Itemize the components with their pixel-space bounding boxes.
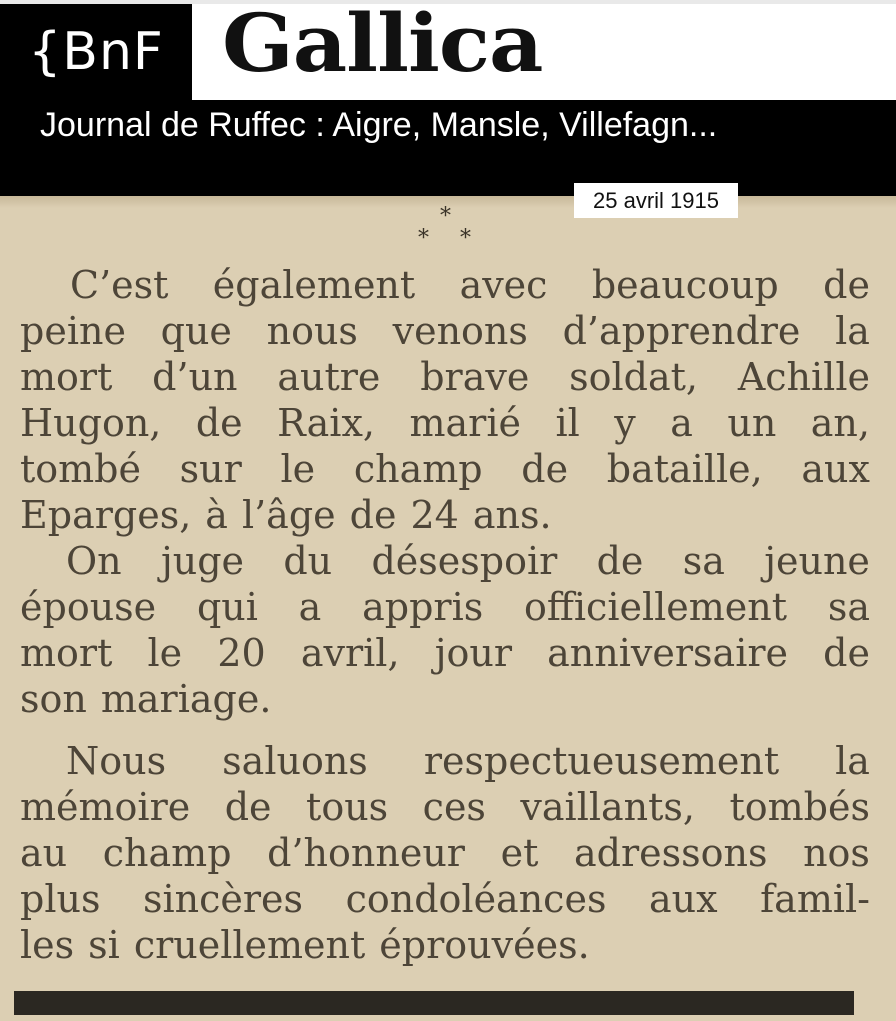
article-word: jeune	[764, 539, 870, 583]
article-word: de	[596, 539, 644, 583]
article-line	[20, 584, 870, 630]
article-word: de	[521, 447, 569, 491]
asterism-star: *	[440, 204, 451, 229]
article-word: à	[205, 493, 228, 537]
article-word: le	[147, 631, 183, 675]
article-word: officiellement	[524, 585, 788, 629]
article-word: brave	[420, 355, 530, 399]
article-word: saluons	[222, 739, 368, 783]
article-word: anniversaire	[547, 631, 788, 675]
article-word: respectueusement	[423, 739, 780, 783]
article-word: sa	[682, 539, 725, 583]
article-word: d’apprendre	[562, 309, 801, 353]
article-word: nous	[266, 309, 358, 353]
article-word: et	[500, 831, 539, 875]
article-word: le	[280, 447, 316, 491]
article-word: sa	[827, 585, 870, 629]
article-line	[20, 922, 870, 968]
article-word: sincères	[142, 877, 304, 921]
article-word: appris	[362, 585, 484, 629]
article-word: si	[88, 923, 120, 967]
article-word: Achille	[737, 355, 870, 399]
article-word: a	[298, 585, 322, 629]
article-word: du	[283, 539, 333, 583]
article-word: éprouvées.	[379, 923, 590, 967]
article-word: de	[349, 493, 397, 537]
article-word: soldat,	[569, 355, 699, 399]
asterism-star: *	[460, 226, 471, 251]
issue-date: 25 avril 1915	[593, 187, 719, 213]
article-word: désespoir	[371, 539, 558, 583]
article-word: la	[835, 739, 870, 783]
article-line	[20, 876, 870, 922]
article-word: d’un	[152, 355, 238, 399]
article-line	[20, 738, 870, 784]
article-word: tombé	[20, 447, 141, 491]
article-word: y	[614, 401, 636, 445]
article-word: mort	[20, 355, 113, 399]
article-line	[20, 784, 870, 830]
article-word: de	[195, 401, 243, 445]
gallica-logo[interactable]: Gallica	[222, 0, 543, 91]
article-word: de	[823, 263, 870, 307]
article-line	[20, 492, 870, 538]
article-word: Hugon,	[20, 401, 162, 445]
article-word: également	[212, 263, 416, 307]
article-word: mariage.	[100, 677, 272, 721]
article-word: la	[835, 309, 870, 353]
asterism-ornament	[406, 202, 486, 258]
article-line	[20, 262, 870, 308]
journal-title: Journal de Ruffec : Aigre, Mansle, Villefagn...	[40, 106, 718, 144]
article-word: avril,	[300, 631, 400, 675]
article-line	[20, 830, 870, 876]
article-word: peine	[20, 309, 126, 353]
article-word: il	[555, 401, 580, 445]
article-word: famil-	[760, 877, 870, 921]
article-word: On	[66, 539, 122, 583]
article-word: venons	[392, 309, 528, 353]
article-line	[20, 446, 870, 492]
article-word: d’honneur	[267, 831, 465, 875]
article-word: aux	[801, 447, 870, 491]
article-word: C’est	[70, 263, 169, 307]
bnf-logo-text: {BnF	[28, 22, 164, 82]
article-word: juge	[160, 539, 245, 583]
article-word: vaillants,	[520, 785, 695, 829]
article-word: beaucoup	[591, 263, 779, 307]
article-word: qui	[196, 585, 258, 629]
article-word: mort	[20, 631, 113, 675]
article-word: a	[670, 401, 693, 445]
article-line	[20, 676, 870, 722]
article-word: mémoire	[20, 785, 191, 829]
article-word: ces	[422, 785, 486, 829]
article-word: sur	[179, 447, 242, 491]
article-word: an,	[810, 401, 870, 445]
article-word: aux	[649, 877, 718, 921]
column-rule	[14, 991, 854, 1015]
article-word: nos	[803, 831, 870, 875]
article-word: cruellement	[133, 923, 366, 967]
article-word: que	[160, 309, 232, 353]
article-word: Eparges,	[20, 493, 192, 537]
article-line	[20, 538, 870, 584]
article-word: adressons	[573, 831, 768, 875]
article-line	[20, 308, 870, 354]
article-word: 20	[217, 631, 266, 675]
article-word: l’âge	[241, 493, 336, 537]
article-word: de	[224, 785, 272, 829]
article-word: tous	[306, 785, 389, 829]
article-word: jour	[434, 631, 512, 675]
article-word: les	[20, 923, 75, 967]
article-word: marié	[409, 401, 521, 445]
article-word: au	[20, 831, 68, 875]
asterism-star: *	[418, 226, 429, 251]
article-word: condoléances	[345, 877, 607, 921]
article-text	[20, 262, 870, 968]
article-word: bataille,	[606, 447, 763, 491]
article-word: autre	[277, 355, 381, 399]
article-line	[20, 354, 870, 400]
article-word: son	[20, 677, 87, 721]
bnf-logo[interactable]	[0, 4, 192, 100]
article-line	[20, 400, 870, 446]
article-line	[20, 630, 870, 676]
article-word: plus	[20, 877, 101, 921]
article-word: tombés	[729, 785, 870, 829]
article-word: épouse	[20, 585, 157, 629]
article-word: 24	[410, 493, 459, 537]
issue-date-badge	[574, 183, 738, 218]
article-word: un	[727, 401, 777, 445]
article-word: Nous	[66, 739, 167, 783]
article-word: champ	[353, 447, 483, 491]
article-word: avec	[459, 263, 548, 307]
article-word: ans.	[472, 493, 552, 537]
article-word: de	[823, 631, 870, 675]
article-word: Raix,	[277, 401, 375, 445]
article-word: champ	[102, 831, 232, 875]
